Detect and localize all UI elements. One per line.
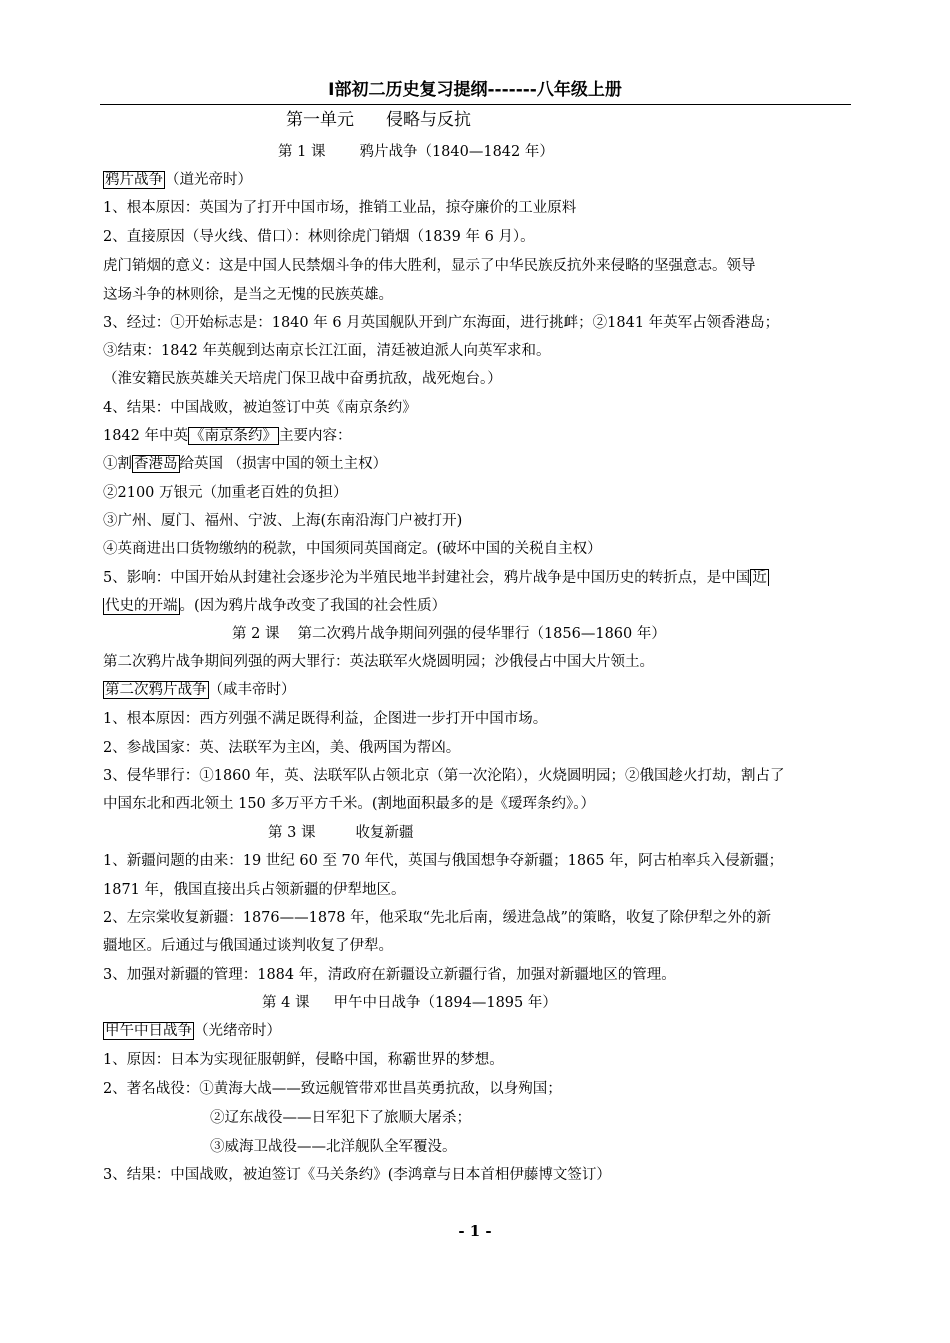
lesson-2-number: 第 2 课 [232, 626, 280, 642]
l3-origin1: 1、新疆问题的由来：19 世纪 60 至 70 年代，英国与俄国想争夺新疆；1865 年，阿古柏率兵入侵新疆； [103, 853, 784, 869]
l4-battle1: 2、著名战役：①黄海大战——致远舰管带邓世昌英勇抗敌，以身殉国； [103, 1081, 562, 1097]
l1-c1-pre: ①割 [103, 456, 132, 472]
l4-war-boxed: 甲午中日战争 [105, 1023, 192, 1039]
unit-name: 侵略与反抗 [386, 110, 471, 130]
l4-war-note: （光绪帝时） [194, 1023, 281, 1039]
lesson-4-heading [262, 989, 557, 1017]
lesson-2-heading [232, 620, 666, 648]
lesson-1-number: 第 1 课 [278, 144, 326, 160]
lesson-1-heading [278, 138, 554, 166]
l1-significance2: 这场斗争的林则徐，是当之无愧的民族英雄。 [103, 287, 393, 303]
l4-battle3: ③威海卫战役——北洋舰队全军覆没。 [210, 1139, 457, 1155]
l1-content2: ②2100 万银元（加重老百姓的负担） [103, 485, 348, 501]
l1-content1 [103, 450, 387, 478]
l1-content4: ④英商进出口货物缴纳的税款，中国须同英国商定。(破坏中国的关税自主权） [103, 541, 602, 557]
page-header-title: Ⅰ部初二历史复习提纲-------八年级上册 [328, 80, 622, 100]
l1-cause1: 1、根本原因：英国为了打开中国市场，推销工业品，掠夺廉价的工业原料 [103, 200, 577, 216]
unit-title: 第一单元 [286, 110, 354, 130]
lesson-1-title: 鸦片战争（1840—1842 年） [359, 144, 554, 160]
l1-influence-boxed-end: 代史的开端 [105, 598, 178, 614]
l4-cause: 1、原因：日本为实现征服朝鲜，侵略中国，称霸世界的梦想。 [103, 1052, 504, 1068]
l3-admin: 3、加强对新疆的管理：1884 年，清政府在新疆设立新疆行省，加强对新疆地区的管理。 [103, 967, 676, 983]
l3-zuo2: 疆地区。后通过与俄国通过谈判收复了伊犁。 [103, 938, 393, 954]
l1-hero-note: （淮安籍民族英雄关天培虎门保卫战中奋勇抗敌，战死炮台。） [103, 371, 502, 387]
lesson-4-number: 第 4 课 [262, 995, 310, 1011]
l3-zuo1: 2、左宗棠收复新疆：1876——1878 年，他采取“先北后南，缓进急战”的策略，收复了除伊犁之外的新 [103, 910, 771, 926]
l1-influence-boxed-start: 近 [752, 570, 767, 586]
l2-cause: 1、根本原因：西方列强不满足既得利益，企图进一步打开中国市场。 [103, 711, 548, 727]
l1-influence2 [103, 592, 446, 620]
l2-war-line [103, 676, 296, 704]
lesson-3-heading [268, 819, 413, 847]
l4-battle2: ②辽东战役——日军犯下了旅顺大屠杀； [210, 1110, 471, 1126]
l4-result: 3、结果：中国战败，被迫签订《马关条约》(李鸿章与日本首相伊藤博文签订） [103, 1167, 611, 1183]
l1-treaty-boxed: 《南京条约》 [190, 428, 278, 444]
header-rule [100, 104, 851, 105]
l1-influence-pre: 5、影响：中国开始从封建社会逐步沦为半殖民地半封建社会，鸦片战争是中国历史的转折点，是中国 [103, 570, 751, 586]
l1-war-line [103, 166, 252, 194]
l1-process1: 3、经过：①开始标志是：1840 年 6 月英国舰队开到广东海面，进行挑衅；②1841 年英军占领香港岛； [103, 315, 780, 331]
l1-significance1: 虎门销烟的意义：这是中国人民禁烟斗争的伟大胜利，显示了中华民族反抗外来侵略的坚强意志。领导 [103, 258, 756, 274]
page-number: - 1 - [458, 1222, 492, 1240]
lesson-2-title: 第二次鸦片战争期间列强的侵华罪行（1856—1860 年） [297, 626, 666, 642]
l2-crime1: 3、侵华罪行：①1860 年，英、法联军队占领北京（第一次沦陷），火烧圆明园；②俄国趁火打劫，割占了 [103, 768, 785, 784]
l2-war-note: （咸丰帝时） [208, 682, 296, 698]
l3-origin2: 1871 年，俄国直接出兵占领新疆的伊犁地区。 [103, 882, 406, 898]
l4-war-line [103, 1017, 281, 1045]
l1-process2: ③结束：1842 年英舰到达南京长江江面，清廷被迫派人向英军求和。 [103, 343, 551, 359]
l1-treaty-line [103, 422, 352, 450]
l2-crimes: 第二次鸦片战争期间列强的两大罪行：英法联军火烧圆明园；沙俄侵占中国大片领土。 [103, 654, 654, 670]
l2-war-boxed: 第二次鸦片战争 [105, 682, 207, 698]
l2-crime2: 中国东北和西北领土 150 多万平方千米。(割地面积最多的是《瑷珲条约》。） [103, 796, 596, 812]
l1-influence-post: 。(因为鸦片战争改变了我国的社会性质） [179, 598, 447, 614]
lesson-3-number: 第 3 课 [268, 825, 316, 841]
l1-war-boxed: 鸦片战争 [105, 172, 163, 188]
l1-influence1 [103, 564, 769, 592]
l2-countries: 2、参战国家：英、法联军为主凶，美、俄两国为帮凶。 [103, 740, 461, 756]
l1-c1-post: 给英国 （损害中国的领土主权） [179, 456, 388, 472]
l1-content3: ③广州、厦门、福州、宁波、上海(东南沿海门户被打开) [103, 513, 463, 529]
l1-hongkong-boxed: 香港岛 [134, 456, 178, 472]
l1-war-note: （道光帝时） [165, 172, 252, 188]
l1-result: 4、结果：中国战败，被迫签订中英《南京条约》 [103, 400, 417, 416]
lesson-4-title: 甲午中日战争（1894—1895 年） [333, 995, 557, 1011]
l1-cause2: 2、直接原因（导火线、借口）：林则徐虎门销烟（1839 年 6 月）。 [103, 229, 535, 245]
l1-treaty-post: 主要内容： [279, 428, 352, 444]
lesson-3-title: 收复新疆 [355, 825, 414, 841]
l1-treaty-pre: 1842 年中英 [103, 428, 189, 444]
unit-heading [286, 106, 471, 134]
